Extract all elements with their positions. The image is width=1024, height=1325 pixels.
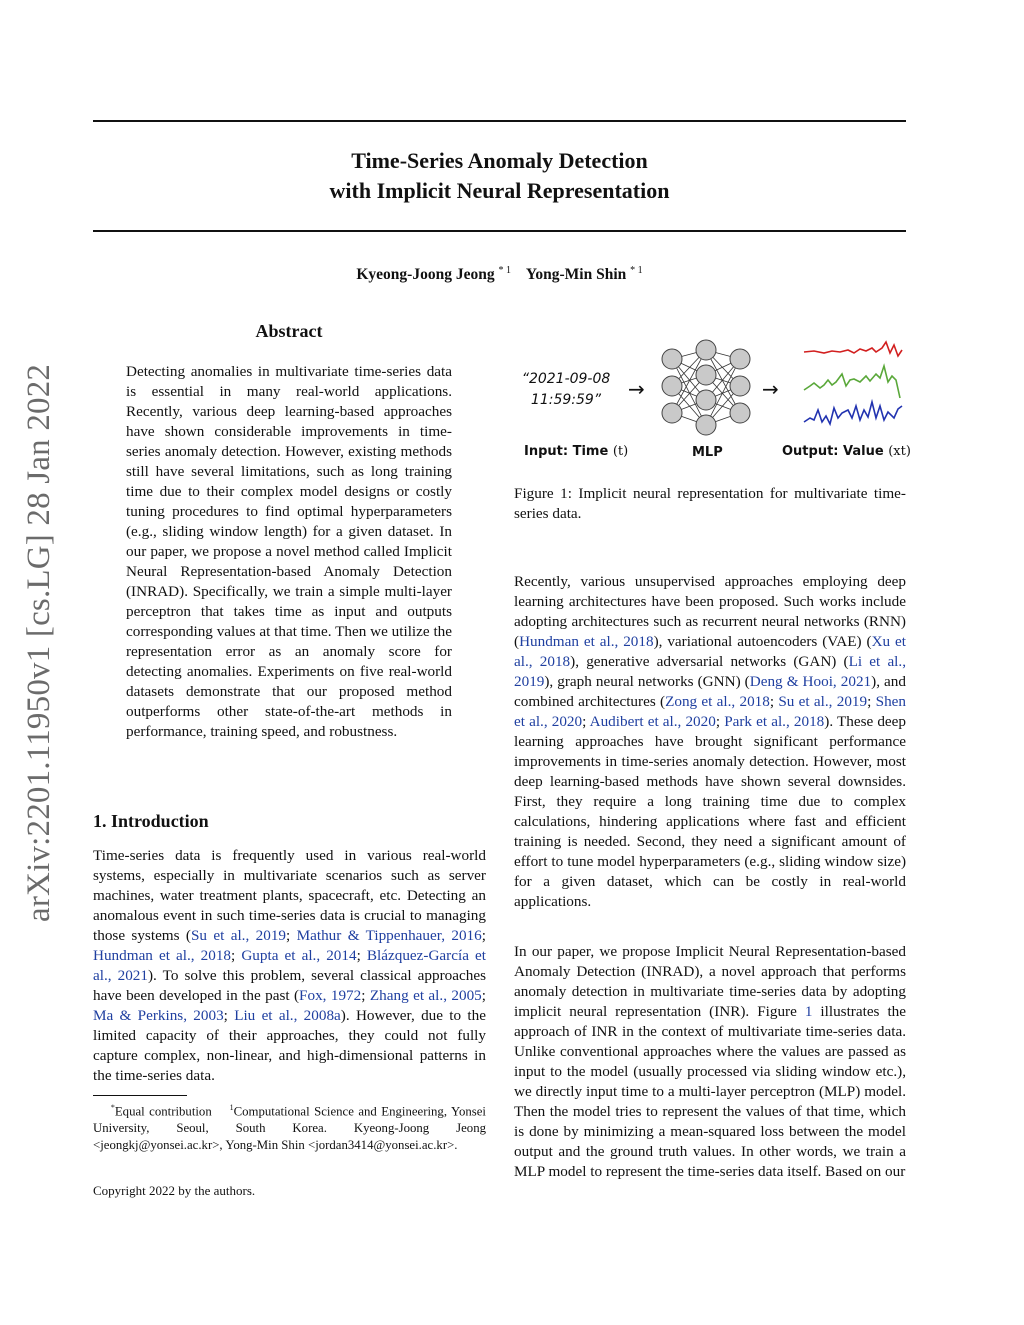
author-affiliation-mark: * 1 (630, 265, 643, 276)
output-series-line (804, 402, 902, 424)
body-text: ). These deep learning approaches have brought significant performance improvements in time-series anomaly detection. However, most deep learning-based methods have shown several downsides. First, they require a long training time due to complex calculations, hindering applications where fast and efficient training is needed. Second, they need a significant amount of effort to tune model hyperparameters (e.g., sliding window size) for a given dataset, which can be costly in real-world applications. (514, 713, 907, 910)
citation-link[interactable]: Su et al., 2019 (190, 927, 287, 944)
timestamp-text: 11:59:59” (530, 392, 602, 408)
body-text: In our paper, we propose Implicit Neural Representation-based Anomaly Detection (INRAD), a novel approach that performs anomaly detection in multivariate time-series data by adopting implicit neural representation (INR). Figure (514, 943, 906, 1020)
author-name: Kyeong-Joong Jeong (356, 266, 495, 284)
footnote (93, 1099, 486, 1154)
abstract-text: Detecting anomalies in multivariate time-series data is essential in many real-world applications. Recently, various deep learning-based approaches have shown considerable improvements in time-series anomaly detection. However, existing methods still have several limitations, such as long training time due to their complex model designs or costly tuning procedures to find optimal hyperparameters (e.g., sliding window length) for a given dataset. In our paper, we propose a novel method called Implicit Neural Representation-based Anomaly Detection (INRAD). Specifically, we train a simple multi-layer perceptron that takes time as input and outputs corresponding values at that time. Then we utilize the representation error as an anomaly score for detecting anomalies. Experiments on five real-world datasets demonstrate that our proposed method outperforms other state-of-the-art methods in performance, training speed, and robustness. (126, 363, 452, 740)
proposed-method-paragraph (514, 942, 906, 1182)
title-line-1: Time-Series Anomaly Detection (351, 148, 648, 173)
body-text: illustrates the approach of INR in the context of multivariate time-series data. Unlike conventional approaches where the values are passed as input to the model (usually processed via sliding window etc.), we directly input time to a multi-layer perceptron (MLP) model. Then the model tries to represent the values of that time, which is done by minimizing a mean-squared loss between the model output and the ground truth values. In other words, we train a MLP model to represent the time-series data itself. Based on our (514, 1003, 907, 1180)
section-heading-introduction: 1. Introduction (93, 811, 209, 831)
citation-link[interactable]: Ma & Perkins, 2003 (93, 1007, 224, 1024)
arrow-icon: → (628, 377, 645, 401)
arxiv-stamp: arXiv:2201.11950v1 [cs.LG] 28 Jan 2022 (21, 363, 57, 922)
citation-link[interactable]: Shen et al., 2020 (514, 693, 906, 730)
mlp-label: MLP (692, 445, 723, 460)
body-text: ; (481, 987, 486, 1004)
body-text: ; (715, 713, 725, 730)
paper-title (93, 146, 906, 206)
citation-link[interactable]: Zhang et al., 2005 (369, 987, 482, 1004)
citation-link[interactable]: Hundman et al., 2018 (93, 947, 232, 964)
author-list (93, 265, 906, 284)
citation-link[interactable]: Fox, 1972 (299, 987, 362, 1004)
body-text: ; (481, 927, 486, 944)
body-text: ). To solve this problem, several classical approaches have been developed in the past ( (93, 967, 486, 1004)
citation-link[interactable]: Blázquez-García et al., 2021 (93, 947, 486, 984)
mlp-node (696, 365, 716, 385)
mlp-node (730, 349, 750, 369)
body-text: ), variational autoencoders (VAE) ( (653, 633, 872, 650)
timestamp-text: “2021-09-08 (521, 371, 611, 387)
footnote-mark: 1 (229, 1103, 234, 1112)
mlp-node (662, 403, 682, 423)
citation-link[interactable]: Zong et al., 2018 (665, 693, 770, 710)
citation-link[interactable]: Park et al., 2018 (724, 713, 825, 730)
abstract-heading: Abstract (255, 321, 323, 341)
body-text: ). However, due to the limited capacity of their approaches, they could not fully capture complex, non-linear, and high-dimensional patterns in the time-series data. (93, 1007, 486, 1084)
body-text: Recently, various unsupervised approaches employing deep learning architectures have been proposed. Such works include adopting architectures such as recurrent neural networks (RNN) ( (514, 573, 906, 650)
introduction-paragraph (93, 846, 486, 1086)
figure-reference-link[interactable]: 1 (804, 1003, 813, 1020)
citation-link[interactable]: Su et al., 2019 (778, 693, 868, 710)
output-label: Output: Value (xt) (782, 444, 911, 459)
body-text: ), and combined architectures ( (514, 673, 906, 710)
title-top-rule (93, 120, 906, 122)
mlp-node (696, 390, 716, 410)
inr-diagram (514, 336, 911, 466)
body-text: ; (223, 1007, 235, 1024)
author-name: Yong-Min Shin (525, 266, 627, 284)
body-text: ; (867, 693, 876, 710)
body-text: ; (356, 947, 367, 964)
footnote-rule (93, 1095, 187, 1096)
title-line-2: with Implicit Neural Representation (329, 178, 670, 203)
title-bottom-rule (93, 230, 906, 232)
mlp-nodes (662, 340, 750, 435)
body-text: ), generative adversarial networks (GAN) ( (570, 653, 849, 670)
citation-link[interactable]: Deng & Hooi, 2021 (749, 673, 872, 690)
citation-link[interactable]: Audibert et al., 2020 (589, 713, 716, 730)
mlp-node (730, 376, 750, 396)
figure-caption: Figure 1: Implicit neural representation for multivariate time-series data. (514, 485, 906, 522)
citation-link[interactable]: Liu et al., 2008a (234, 1007, 341, 1024)
output-series-line (804, 366, 900, 398)
body-text: Time-series data is frequently used in various real-world systems, especially in multivariate scenarios such as server machines, water treatment plants, spacecraft, etc. Detecting an anomalous event in such time-series data is crucial to managing those systems ( (93, 847, 486, 944)
footnote-mark: * (110, 1103, 115, 1112)
body-text: ), graph neural networks (GNN) ( (544, 673, 750, 690)
body-text: ; (582, 713, 590, 730)
citation-link[interactable]: Gupta et al., 2014 (241, 947, 357, 964)
citation-link[interactable]: Hundman et al., 2018 (519, 633, 654, 650)
citation-link[interactable]: Xu et al., 2018 (514, 633, 906, 670)
input-label: Input: Time (t) (524, 444, 629, 459)
body-text: ; (231, 947, 242, 964)
footnote-text: Computational Science and Engineering, Yonsei University, Seoul, South Korea. Kyeong-Joong Jeong <jeongkj@yonsei.ac.kr>, Yong-Min Shin <jordan3414@yonsei.ac.kr>. (93, 1104, 486, 1153)
mlp-node (696, 340, 716, 360)
footnote-text: Equal contribution (114, 1104, 217, 1119)
mlp-node (662, 349, 682, 369)
copyright-notice: Copyright 2022 by the authors. (93, 1183, 256, 1198)
body-text: ; (769, 693, 779, 710)
author-affiliation-mark: * 1 (498, 265, 511, 276)
citation-link[interactable]: Li et al., 2019 (514, 653, 906, 690)
body-text: ; (361, 987, 370, 1004)
mlp-node (662, 376, 682, 396)
figure-1 (514, 336, 911, 466)
body-text: ; (286, 927, 297, 944)
related-work-paragraph (514, 572, 906, 912)
citation-link[interactable]: Mathur & Tippenhauer, 2016 (296, 927, 482, 944)
mlp-node (730, 403, 750, 423)
mlp-node (696, 415, 716, 435)
arrow-icon: → (762, 377, 779, 401)
output-series-line (804, 342, 902, 356)
